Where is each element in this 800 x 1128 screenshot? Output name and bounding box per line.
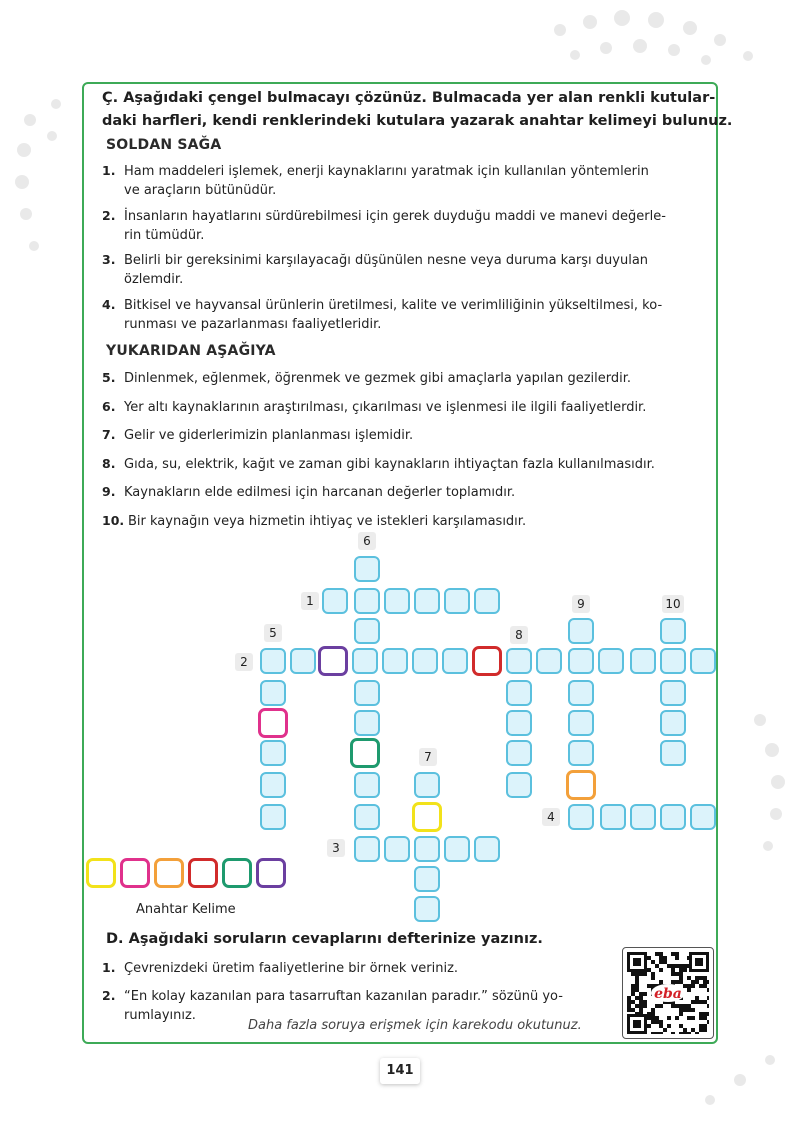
clue-across-3 — [102, 250, 714, 289]
qr-module — [635, 988, 639, 992]
qr-module — [663, 956, 667, 960]
qr-module — [631, 992, 635, 996]
crossword-cell[interactable] — [660, 680, 686, 706]
clue-number: 2. — [102, 208, 116, 223]
clue-text: Bitkisel ve hayvansal ürünlerin üretilmesi, kalite ve verimliliğinin yükseltilmesi, ko- — [124, 298, 663, 313]
clue-number: 5. — [102, 370, 116, 385]
qr-module — [691, 1028, 695, 1032]
crossword-cell[interactable] — [354, 556, 380, 582]
qr-module — [631, 1000, 635, 1004]
crossword-cell[interactable] — [260, 740, 286, 766]
qr-module — [635, 1004, 639, 1008]
qr-module — [659, 968, 663, 972]
qr-module — [655, 952, 659, 956]
crossword-cell[interactable] — [412, 648, 438, 674]
section-d-heading: D. Aşağıdaki soruların cevaplarını defterinize yazınız. — [106, 931, 543, 947]
question-text: Çevrenizdeki üretim faaliyetlerine bir örnek veriniz. — [124, 961, 459, 976]
qr-module — [679, 1024, 683, 1028]
qr-module — [683, 1028, 687, 1032]
crossword-cell[interactable] — [598, 648, 624, 674]
crossword-cell[interactable] — [354, 618, 380, 644]
qr-module — [679, 1004, 683, 1008]
qr-module — [695, 1032, 699, 1034]
qr-module — [639, 992, 643, 996]
qr-module — [631, 972, 635, 976]
qr-module — [683, 1032, 687, 1034]
clue-text: Dinlenmek, eğlenmek, öğrenmek ve gezmek gibi amaçlarla yapılan gezilerdir. — [124, 371, 632, 386]
qr-module — [707, 1004, 709, 1008]
qr-module — [651, 960, 655, 964]
qr-module — [695, 1000, 699, 1004]
clue-text: Yer altı kaynaklarının araştırılması, çıkarılması ve işlenmesi ile ilgili faaliyetlerdir. — [124, 400, 647, 415]
crossword-cell[interactable] — [660, 740, 686, 766]
qr-module — [651, 1020, 655, 1024]
qr-module — [635, 996, 639, 1000]
qr-module — [679, 964, 683, 968]
clue-across-4 — [102, 295, 714, 334]
clue-across-1 — [102, 161, 714, 200]
qr-module — [683, 964, 687, 968]
crossword-cell[interactable] — [506, 680, 532, 706]
qr-module — [691, 980, 695, 984]
qr-module — [643, 992, 647, 996]
key-box-purple[interactable] — [256, 858, 286, 888]
grid-number-1: 1 — [301, 592, 319, 610]
grid-number-4: 4 — [542, 808, 560, 826]
qr-module — [651, 972, 655, 976]
qr-module — [655, 1016, 659, 1020]
crossword-cell[interactable] — [260, 804, 286, 830]
crossword-cell[interactable] — [690, 804, 716, 830]
crossword-cell[interactable] — [354, 710, 380, 736]
qr-module — [671, 1004, 675, 1008]
qr-module — [647, 1016, 651, 1020]
qr-module — [671, 952, 675, 956]
qr-module — [655, 1020, 659, 1024]
crossword-cell-purple[interactable] — [318, 646, 348, 676]
crossword-cell[interactable] — [660, 648, 686, 674]
crossword-cell[interactable] — [630, 648, 656, 674]
crossword-cell[interactable] — [444, 588, 470, 614]
grid-number-2: 2 — [235, 653, 253, 671]
qr-note: Daha fazla soruya erişmek için karekodu okutunuz. — [248, 1018, 582, 1033]
question-number: 2. — [102, 988, 116, 1003]
down-title: YUKARIDAN AŞAĞIYA — [106, 343, 276, 359]
qr-module — [635, 976, 639, 980]
qr-module — [707, 988, 709, 992]
qr-module — [679, 980, 683, 984]
qr-module — [687, 1016, 691, 1020]
crossword-cell[interactable] — [568, 710, 594, 736]
qr-module — [639, 1000, 643, 1004]
clue-text: Belirli bir gereksinimi karşılayacağı düşünülen nesne veya duruma karşı duyulan — [124, 253, 649, 268]
qr-module — [659, 956, 663, 960]
section-c-heading-line2: daki harfleri, kendi renklerindeki kutulara yazarak anahtar kelimeyi bulunuz. — [102, 113, 733, 129]
qr-module — [703, 1016, 707, 1020]
qr-module — [631, 988, 635, 992]
qr-module — [651, 1016, 655, 1020]
clue-text-cont: özlemdir. — [124, 272, 184, 287]
crossword-cell[interactable] — [414, 836, 440, 862]
qr-module — [687, 984, 691, 988]
qr-module — [651, 976, 655, 980]
qr-module — [671, 980, 675, 984]
qr-module — [703, 976, 707, 980]
grid-number-7: 7 — [419, 748, 437, 766]
crossword-cell[interactable] — [382, 648, 408, 674]
qr-module — [639, 1004, 643, 1008]
crossword-cell[interactable] — [568, 740, 594, 766]
qr-module — [703, 1012, 707, 1016]
qr-module — [687, 1032, 691, 1034]
qr-module — [659, 980, 663, 984]
qr-module — [695, 976, 699, 980]
crossword-cell[interactable] — [568, 618, 594, 644]
qr-module — [699, 976, 703, 980]
qr-module — [647, 984, 651, 988]
qr-module — [679, 1012, 683, 1016]
clue-down-10 — [102, 511, 714, 531]
qr-module — [643, 1000, 647, 1004]
qr-module — [703, 980, 707, 984]
qr-module — [659, 1024, 663, 1028]
qr-code-icon — [627, 952, 709, 1034]
clue-number: 10. — [102, 513, 125, 528]
clue-down-5 — [102, 368, 714, 388]
crossword-cell[interactable] — [352, 648, 378, 674]
qr-module — [643, 1004, 647, 1008]
key-box-green[interactable] — [222, 858, 252, 888]
qr-module — [683, 968, 687, 972]
qr-module — [675, 964, 679, 968]
qr-module — [703, 1000, 707, 1004]
qr-module — [699, 1028, 703, 1032]
qr-module — [675, 972, 679, 976]
crossword-cell[interactable] — [414, 896, 440, 922]
crossword-cell[interactable] — [354, 588, 380, 614]
key-box-yellow[interactable] — [86, 858, 116, 888]
qr-module — [663, 1028, 667, 1032]
qr-module — [655, 1032, 659, 1034]
qr-module — [687, 988, 691, 992]
qr-module — [699, 1024, 703, 1028]
crossword-cell[interactable] — [506, 648, 532, 674]
qr-module — [635, 972, 639, 976]
qr-module — [699, 1012, 703, 1016]
qr-module — [651, 1032, 655, 1034]
qr-module — [687, 1008, 691, 1012]
crossword-cell[interactable] — [690, 648, 716, 674]
key-box-red[interactable] — [188, 858, 218, 888]
qr-module — [639, 1008, 643, 1012]
crossword-cell[interactable] — [568, 804, 594, 830]
question-number: 1. — [102, 960, 116, 975]
qr-module — [667, 964, 671, 968]
qr-module — [683, 984, 687, 988]
qr-module — [667, 1024, 671, 1028]
clue-text-cont: ve araçların bütünüdür. — [124, 183, 277, 198]
qr-module — [675, 952, 679, 956]
qr-module — [679, 1032, 683, 1034]
qr-module — [675, 980, 679, 984]
crossword-cell[interactable] — [354, 680, 380, 706]
qr-module — [691, 984, 695, 988]
qr-module — [671, 1032, 675, 1034]
qr-module — [691, 1000, 695, 1004]
crossword-cell-yellow[interactable] — [412, 802, 442, 832]
qr-module — [707, 996, 709, 1000]
qr-module — [667, 1016, 671, 1020]
qr-module — [659, 1032, 663, 1034]
qr-module — [651, 1008, 655, 1012]
clue-number: 6. — [102, 399, 116, 414]
qr-module — [687, 976, 691, 980]
clue-number: 4. — [102, 297, 116, 312]
qr-module — [651, 1012, 655, 1016]
qr-module — [687, 1004, 691, 1008]
qr-module — [683, 1004, 687, 1008]
qr-module — [675, 956, 679, 960]
qr-module — [631, 1008, 635, 1012]
grid-number-5: 5 — [264, 624, 282, 642]
clue-down-7 — [102, 425, 714, 445]
grid-number-6: 6 — [358, 532, 376, 550]
grid-number-8: 8 — [510, 626, 528, 644]
crossword-cell[interactable] — [354, 772, 380, 798]
crossword-cell[interactable] — [660, 804, 686, 830]
grid-number-9: 9 — [572, 595, 590, 613]
crossword-cell[interactable] — [568, 680, 594, 706]
qr-module — [655, 964, 659, 968]
qr-module — [671, 968, 675, 972]
qr-module — [679, 1008, 683, 1012]
clue-text: Gıda, su, elektrik, kağıt ve zaman gibi kaynakların ihtiyaçtan fazla kullanılmasıdır. — [124, 457, 655, 472]
qr-module — [635, 984, 639, 988]
qr-module — [647, 956, 651, 960]
qr-module — [655, 1004, 659, 1008]
crossword-cell[interactable] — [506, 740, 532, 766]
section-c-heading-line1: Ç. Aşağıdaki çengel bulmacayı çözünüz. Bulmacada yer alan renkli kutular- — [102, 90, 716, 106]
qr-module — [675, 1004, 679, 1008]
clue-text: İnsanların hayatlarını sürdürebilmesi için gerek duyduğu maddi ve manevi değerle- — [124, 209, 666, 224]
qr-module — [635, 980, 639, 984]
qr-module — [707, 1012, 709, 1016]
qr-module — [679, 968, 683, 972]
qr-module — [627, 1004, 631, 1008]
qr-module — [707, 980, 709, 984]
grid-number-3: 3 — [327, 839, 345, 857]
clue-text: Bir kaynağın veya hizmetin ihtiyaç ve istekleri karşılamasıdır. — [128, 514, 527, 529]
qr-module — [631, 984, 635, 988]
crossword-cell[interactable] — [414, 772, 440, 798]
clue-text-cont: runması ve pazarlanması faaliyetleridir. — [124, 317, 382, 332]
qr-module — [691, 1016, 695, 1020]
key-box-orange[interactable] — [154, 858, 184, 888]
clue-down-9 — [102, 482, 714, 502]
crossword-cell[interactable] — [536, 648, 562, 674]
page-number: 141 — [380, 1058, 420, 1084]
qr-module — [703, 1024, 707, 1028]
crossword-cell[interactable] — [506, 772, 532, 798]
clue-text: Gelir ve giderlerimizin planlanması işlemidir. — [124, 428, 414, 443]
crossword-cell[interactable] — [474, 836, 500, 862]
clue-text: Kaynakların elde edilmesi için harcanan değerler toplamıdır. — [124, 485, 516, 500]
qr-module — [671, 972, 675, 976]
crossword-cell-orange[interactable] — [566, 770, 596, 800]
crossword-cell-green[interactable] — [350, 738, 380, 768]
qr-module — [699, 1016, 703, 1020]
qr-module — [695, 980, 699, 984]
crossword-cell[interactable] — [384, 588, 410, 614]
clue-number: 1. — [102, 163, 116, 178]
qr-module — [627, 1008, 631, 1012]
qr-code[interactable] — [622, 947, 714, 1039]
crossword-cell[interactable] — [414, 588, 440, 614]
question-text-cont: rumlayınız. — [124, 1008, 196, 1023]
clue-across-2 — [102, 206, 714, 245]
crossword-cell[interactable] — [290, 648, 316, 674]
crossword-cell[interactable] — [354, 804, 380, 830]
clue-number: 8. — [102, 456, 116, 471]
crossword-cell[interactable] — [474, 588, 500, 614]
qr-module — [643, 972, 647, 976]
qr-module — [647, 1012, 651, 1016]
clue-down-6 — [102, 397, 714, 417]
crossword-cell[interactable] — [444, 836, 470, 862]
crossword-cell-magenta[interactable] — [258, 708, 288, 738]
crossword-cell[interactable] — [660, 710, 686, 736]
question-text: “En kolay kazanılan para tasarruftan kazanılan paradır.” sözünü yo- — [124, 989, 563, 1004]
qr-module — [671, 964, 675, 968]
clue-text-cont: rin tümüdür. — [124, 228, 205, 243]
crossword-cell[interactable] — [260, 648, 286, 674]
qr-module — [703, 984, 707, 988]
crossword-cell[interactable] — [568, 648, 594, 674]
clue-text: Ham maddeleri işlemek, enerji kaynaklarını yaratmak için kullanılan yöntemlerin — [124, 164, 649, 179]
qr-module — [679, 976, 683, 980]
across-title: SOLDAN SAĞA — [106, 137, 222, 153]
crossword-cell[interactable] — [322, 588, 348, 614]
crossword-cell[interactable] — [260, 680, 286, 706]
crossword-cell[interactable] — [414, 866, 440, 892]
qr-module — [659, 1020, 663, 1024]
qr-module — [695, 996, 699, 1000]
qr-module — [659, 1004, 663, 1008]
qr-module — [639, 972, 643, 976]
qr-module — [663, 960, 667, 964]
crossword-cell[interactable] — [384, 836, 410, 862]
clue-number: 3. — [102, 252, 116, 267]
qr-module — [679, 972, 683, 976]
crossword-cell[interactable] — [442, 648, 468, 674]
crossword-cell-red[interactable] — [472, 646, 502, 676]
qr-module — [683, 1008, 687, 1012]
qr-module — [659, 952, 663, 956]
qr-module — [647, 968, 651, 972]
crossword-cell[interactable] — [660, 618, 686, 644]
qr-module — [647, 1024, 651, 1028]
qr-module — [627, 996, 631, 1000]
clue-number: 7. — [102, 427, 116, 442]
qr-module — [639, 996, 643, 1000]
clue-number: 9. — [102, 484, 116, 499]
crossword-cell[interactable] — [260, 772, 286, 798]
qr-module — [691, 1008, 695, 1012]
crossword-cell[interactable] — [506, 710, 532, 736]
crossword-cell[interactable] — [630, 804, 656, 830]
clue-down-8 — [102, 454, 714, 474]
qr-module — [703, 1028, 707, 1032]
eba-logo: eba — [654, 986, 682, 1002]
grid-number-10: 10 — [662, 595, 684, 613]
qr-module — [675, 1016, 679, 1020]
qr-module — [659, 960, 663, 964]
key-word-label: Anahtar Kelime — [136, 902, 236, 917]
qr-module — [707, 1020, 709, 1024]
qr-module — [627, 1000, 631, 1004]
key-box-magenta[interactable] — [120, 858, 150, 888]
qr-module — [699, 984, 703, 988]
crossword-cell[interactable] — [600, 804, 626, 830]
crossword-cell[interactable] — [354, 836, 380, 862]
qr-module — [699, 1000, 703, 1004]
